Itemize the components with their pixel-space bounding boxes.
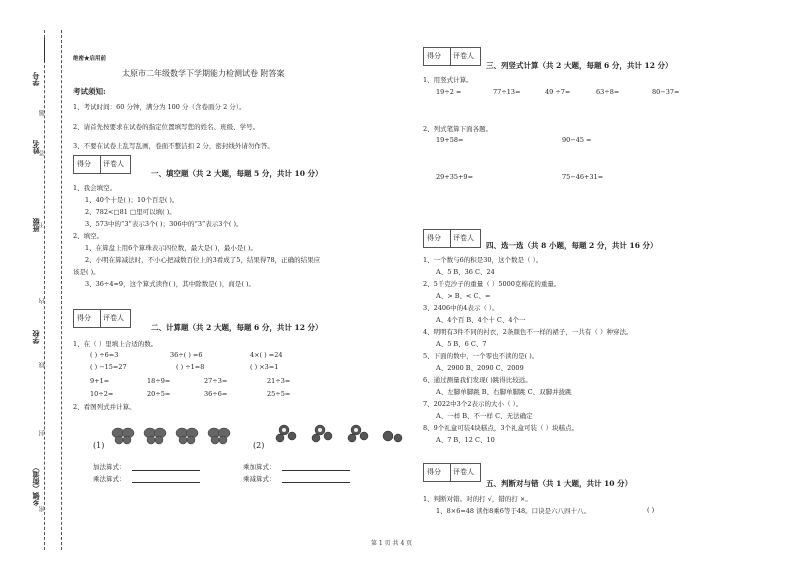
s5-answer-blank[interactable]: ( )	[647, 506, 655, 514]
s1-line: 3、573中的“3”表示3个( )；306中的“3”表示3个( )。	[85, 220, 243, 228]
s4-line: A、左脚单脚跳 B、右脚单脚跳 C、双脚并拢跳	[436, 388, 572, 396]
s3-cell: 90−45 =	[562, 136, 592, 144]
s1-line: 2、782<□81 □里可以填( )。	[85, 208, 176, 216]
s4-line: A、7 B、12 C、10	[436, 436, 495, 444]
s3-q1: 1、用竖式计算。	[423, 76, 473, 84]
s3-cell: 29+35+9=	[436, 173, 474, 181]
score-box	[423, 47, 481, 66]
s4-line: 1、一个数与6的积是30，这个数是（ ）。	[423, 256, 543, 264]
s4-line: A、2900 B、2090 C、2009	[436, 364, 524, 372]
mul-sub-formula-blank[interactable]	[282, 482, 350, 483]
seal-mark: 答	[39, 150, 46, 156]
s1-line: 该是( )。	[73, 268, 100, 276]
page-number: 第 1 页 共 4 页	[371, 540, 413, 547]
s2-cell: 36÷6=	[204, 390, 228, 398]
label-township: 乡镇（街道）	[31, 464, 40, 506]
grader-label: 评卷人	[453, 234, 474, 242]
s1-line: 1、40个十是( )；10个百是( )。	[85, 196, 179, 204]
s3-q2: 2、列式笔算下面各题。	[423, 125, 493, 133]
page-title: 太原市二年级数学下学期能力检测试卷 附答案	[122, 69, 285, 78]
score-label: 得分	[427, 468, 441, 476]
s3-cell: 77÷13=	[493, 88, 521, 96]
section-5-title: 五、判断对与错（共 1 大题，共计 10 分）	[486, 479, 633, 488]
notice-item: 3、不要在试卷上乱写乱画，卷面不整洁扣 2 分，密封线外请勿作答。	[73, 142, 274, 150]
s4-line: A、> B、< C、=	[436, 292, 491, 300]
score-box	[73, 155, 131, 174]
s4-line: A、一样 B、不一样 C、无法确定	[436, 412, 533, 420]
s3-cell: 49 ÷7=	[545, 88, 571, 96]
mul-formula-label: 乘法算式：	[93, 475, 126, 483]
section-1-title: 一、填空题（共 2 大题，每题 5 分，共计 10 分）	[151, 169, 323, 178]
seal-mark: 线	[39, 362, 46, 368]
picture-2-label: (2)	[253, 441, 265, 450]
s3-cell: 63÷8=	[596, 88, 620, 96]
s1-line: 1、在算盘上用6个算珠表示四位数，最大是( )，最小是( )。	[85, 244, 258, 252]
s1-line: 3、36÷4=9，这个算式读作( )，其中除数是( )，商是( )。	[85, 280, 255, 288]
notice-item: 1、考试时间：60 分钟，满分为 100 分（含卷面分 2 分）。	[73, 103, 246, 111]
s2-cell: 20÷5=	[147, 390, 171, 398]
s2-cell: 36÷( ) =6	[170, 351, 203, 359]
binding-line	[44, 30, 45, 550]
score-label: 得分	[77, 160, 91, 168]
notice-item: 2、请首先按要求在试卷的指定位置填写您的姓名、班级、学号。	[73, 123, 260, 131]
s2-cell: 10÷2=	[90, 390, 114, 398]
add-formula-label: 加法算式：	[93, 463, 126, 471]
notice-title: 考试须知:	[73, 87, 106, 96]
score-box	[73, 309, 131, 328]
score-box	[423, 229, 481, 248]
field-student-id	[44, 38, 45, 62]
s4-line: 5、下面的数中，一个零也不读的是( )。	[423, 352, 539, 360]
s4-line: 8、9个礼盒可装4块糕点，3个礼盒可装（ ）块糕点。	[423, 424, 579, 432]
section-3-title: 三、列竖式计算（共 2 大题，每题 6 分，共计 12 分）	[486, 61, 673, 70]
s4-line: 7、2022中3个2表示的大小（ ）。	[423, 400, 523, 408]
s1-line: 1、我会填空。	[73, 184, 117, 192]
s3-cell: 75−46+31=	[562, 173, 604, 181]
s2-item2: 2、看图列式并计算。	[73, 403, 136, 411]
section-2-title: 二、计算题（共 2 大题，每题 6 分，共计 12 分）	[151, 323, 323, 332]
s3-cell: 19+58=	[436, 136, 464, 144]
s2-cell: ( ) −15=27	[90, 363, 127, 371]
grader-label: 评卷人	[103, 160, 124, 168]
s2-cell: 27÷3=	[204, 377, 228, 385]
binding-line-inner	[61, 30, 62, 550]
label-student-id: 学号	[31, 72, 40, 86]
mul-sub-formula-label: 乘减算式：	[243, 475, 276, 483]
grader-label: 评卷人	[453, 52, 474, 60]
s3-cell: 19÷2 =	[436, 88, 462, 96]
s2-cell: 25÷5=	[267, 390, 291, 398]
flowers-picture	[270, 418, 410, 450]
seal-mark: 内	[39, 298, 46, 304]
grader-label: 评卷人	[103, 314, 124, 322]
s5-q1: 1、判断对错。对的打 √，错的打 ×。	[423, 495, 532, 503]
s2-cell: 18÷9=	[147, 377, 171, 385]
label-class: 班级	[31, 218, 40, 232]
mul-formula-blank[interactable]	[132, 482, 200, 483]
secret-stamp: 绝密★启用前	[73, 56, 107, 62]
s4-line: 2、5千克沙子的重量（ ）5000克棉花的重量。	[423, 280, 561, 288]
s4-line: A、4个百 B、4个十 C、4个一	[436, 316, 526, 324]
seal-mark: 不	[39, 222, 46, 228]
seal-mark: 密	[39, 506, 46, 512]
label-name: 姓名	[31, 140, 40, 154]
seal-mark: 封	[39, 430, 46, 436]
s1-line: 2、小明在算减法时，不小心把减数百位上的3看成了5，结果得78，正确的结果应	[85, 256, 321, 264]
grader-label: 评卷人	[453, 468, 474, 476]
s2-intro: 1、在（ ）里填上合适的数。	[73, 340, 158, 348]
s4-line: 3、2406中的4表示（ ）。	[423, 304, 499, 312]
s2-cell: 4×( ) =24	[250, 351, 283, 359]
butterflies-picture	[110, 425, 238, 449]
s2-cell: 21÷3=	[267, 377, 291, 385]
s4-line: 4、明明有3件不同的衬衣，2条颜色不一样的裙子，一共有（ ）种穿法。	[423, 328, 633, 336]
s2-cell: 9+1=	[90, 377, 110, 385]
s2-cell: ( ) ×3=1	[250, 363, 279, 371]
s2-cell: ( ) ÷1=8	[176, 363, 205, 371]
s1-line: 2、填空。	[73, 232, 104, 240]
mul-add-formula-label: 乘加算式：	[243, 463, 276, 471]
add-formula-blank[interactable]	[132, 470, 200, 471]
label-school: 学校	[31, 330, 40, 344]
picture-1-label: (1)	[93, 441, 105, 450]
s3-cell: 80−37=	[652, 88, 680, 96]
s4-line: A、5 B、36 C、24	[436, 268, 495, 276]
s4-line: 6、通过测量我们发现( )跳得比较远。	[423, 376, 532, 384]
seal-mark: 题	[39, 110, 46, 116]
score-box	[423, 463, 481, 482]
s5-q2: 1、8×6=48 读作8乘6等于48。口诀是六八四十八。	[436, 507, 591, 515]
s2-cell: ( ) ÷6=3	[90, 351, 119, 359]
score-label: 得分	[427, 234, 441, 242]
section-4-title: 四、选一选（共 8 小题，每题 2 分，共计 16 分）	[486, 241, 658, 250]
s4-line: A、5 B、6 C、7	[436, 340, 487, 348]
score-label: 得分	[427, 52, 441, 60]
score-label: 得分	[77, 314, 91, 322]
mul-add-formula-blank[interactable]	[282, 470, 350, 471]
